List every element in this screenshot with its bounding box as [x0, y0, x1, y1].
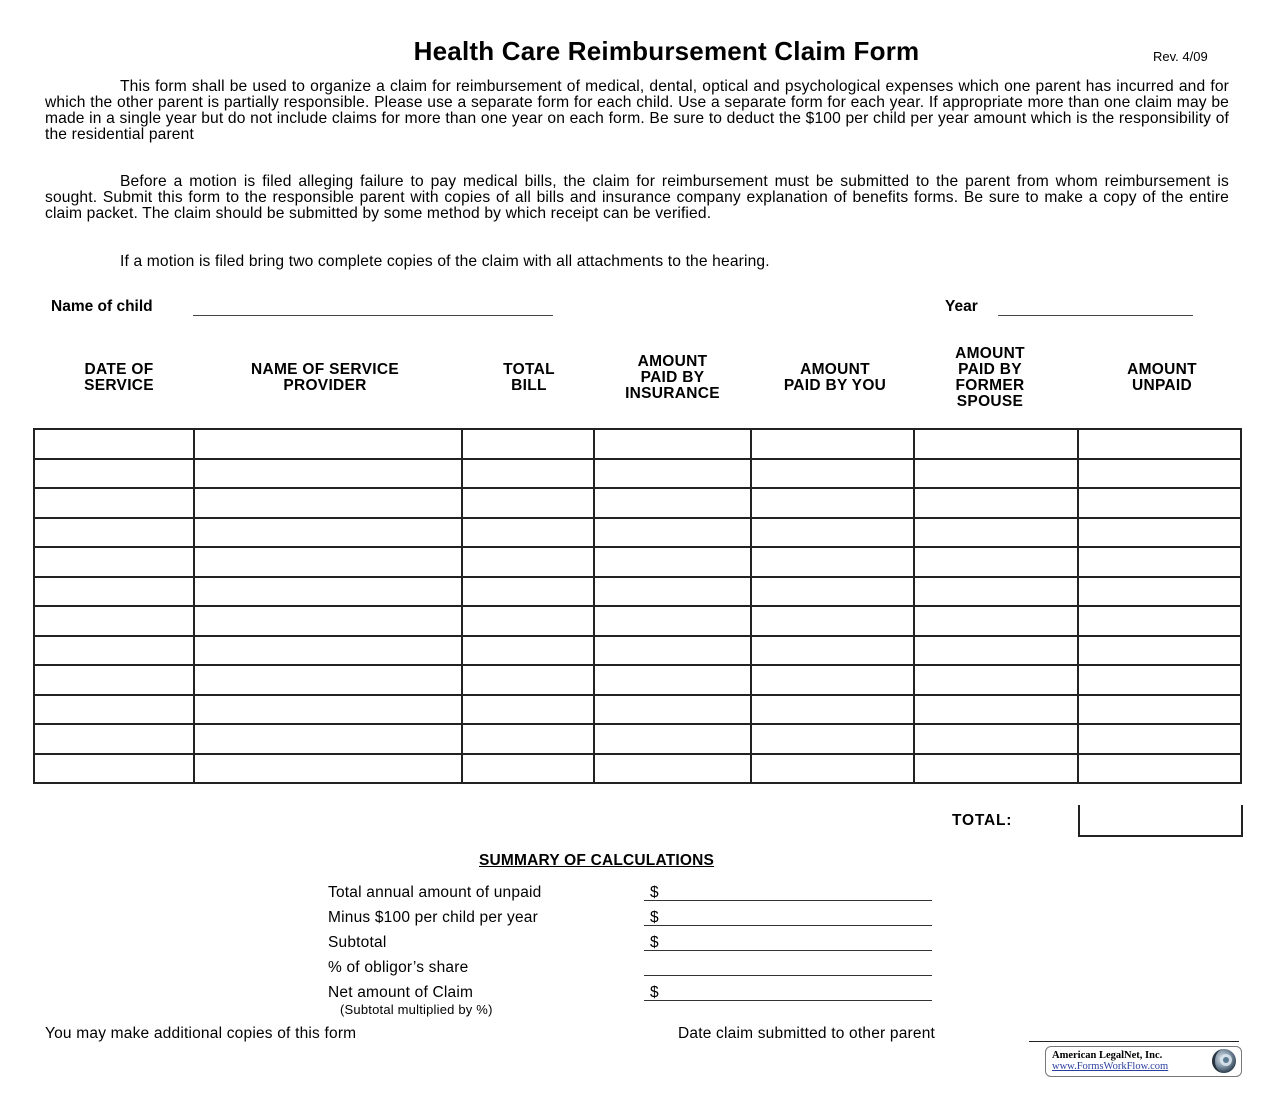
table-cell[interactable] — [914, 606, 1078, 636]
header-line: SERVICE — [84, 377, 154, 394]
table-cell[interactable] — [914, 518, 1078, 548]
table-cell[interactable] — [751, 724, 914, 754]
table-row — [34, 547, 1241, 577]
table-cell[interactable] — [1078, 606, 1241, 636]
table-row — [34, 724, 1241, 754]
table-cell[interactable] — [1078, 636, 1241, 666]
table-cell[interactable] — [914, 695, 1078, 725]
instructions-text-2: Before a motion is filed alleging failure to pay medical bills, the claim for reimbursement must be submitted to the parent from whom reimbursement is sought. Submit this form to the responsible parent with copies of all bills and insurance company explanation of benefits forms. Be sure to make a copy of the entire claim packet. The claim should be submitted by some method by which receipt can be verified. — [45, 173, 1229, 222]
table-cell[interactable] — [194, 577, 462, 607]
table-cell[interactable] — [914, 636, 1078, 666]
date-submitted-field[interactable] — [1029, 1027, 1239, 1042]
table-cell[interactable] — [751, 518, 914, 548]
child-name-field[interactable] — [193, 301, 553, 316]
summary-value — [659, 934, 665, 951]
summary-field-subtotal[interactable] — [644, 934, 932, 951]
summary-field-net-claim[interactable] — [644, 984, 932, 1001]
dollar-sign: $ — [650, 984, 659, 1001]
copies-note: You may make additional copies of this form — [45, 1025, 357, 1042]
dollar-sign: $ — [650, 884, 659, 901]
table-row — [34, 459, 1241, 489]
header-line: BILL — [511, 377, 547, 394]
table-cell[interactable] — [751, 547, 914, 577]
table-cell[interactable] — [751, 459, 914, 489]
instructions-text-3: If a motion is filed bring two complete copies of the claim with all attachments to the hearing. — [120, 253, 770, 270]
table-row — [34, 577, 1241, 607]
table-cell[interactable] — [914, 429, 1078, 459]
globe-logo-icon — [1211, 1048, 1237, 1074]
table-cell[interactable] — [462, 459, 594, 489]
table-cell[interactable] — [34, 695, 194, 725]
header-line: FORMER — [955, 377, 1025, 394]
total-label: TOTAL: — [952, 812, 1013, 829]
table-cell[interactable] — [914, 547, 1078, 577]
table-cell[interactable] — [1078, 429, 1241, 459]
column-header-amount-unpaid — [1078, 362, 1246, 394]
table-cell[interactable] — [1078, 518, 1241, 548]
table-row — [34, 606, 1241, 636]
instructions-paragraph-2 — [45, 174, 1229, 222]
summary-label-total-unpaid: Total annual amount of unpaid — [328, 884, 542, 901]
summary-field-minus-100[interactable] — [644, 909, 932, 926]
table-cell[interactable] — [594, 429, 751, 459]
table-cell[interactable] — [34, 429, 194, 459]
table-cell[interactable] — [34, 577, 194, 607]
table-cell[interactable] — [194, 459, 462, 489]
column-header-paid-by-former-spouse — [914, 346, 1066, 410]
table-cell[interactable] — [462, 577, 594, 607]
table-cell[interactable] — [34, 754, 194, 784]
table-cell[interactable] — [751, 665, 914, 695]
table-cell[interactable] — [194, 606, 462, 636]
header-line: DATE OF — [84, 361, 154, 378]
total-amount-field[interactable] — [1078, 805, 1243, 837]
table-cell[interactable] — [914, 459, 1078, 489]
claims-table-body — [34, 429, 1241, 783]
table-cell[interactable] — [194, 724, 462, 754]
table-cell[interactable] — [751, 429, 914, 459]
summary-value — [644, 959, 650, 976]
summary-field-obligor-share[interactable] — [644, 959, 932, 976]
table-cell[interactable] — [462, 518, 594, 548]
table-row — [34, 695, 1241, 725]
table-row — [34, 754, 1241, 784]
table-cell[interactable] — [194, 488, 462, 518]
header-line: AMOUNT — [1127, 361, 1197, 378]
table-cell[interactable] — [594, 665, 751, 695]
table-cell[interactable] — [594, 606, 751, 636]
table-cell[interactable] — [462, 606, 594, 636]
summary-label-obligor-share: % of obligor’s share — [328, 959, 469, 976]
table-cell[interactable] — [34, 488, 194, 518]
table-cell[interactable] — [914, 577, 1078, 607]
table-cell[interactable] — [594, 488, 751, 518]
table-cell[interactable] — [462, 547, 594, 577]
header-line: AMOUNT — [637, 353, 708, 370]
table-cell[interactable] — [34, 636, 194, 666]
header-line: PAID BY — [958, 361, 1022, 378]
dollar-sign: $ — [650, 934, 659, 951]
dollar-sign: $ — [650, 909, 659, 926]
table-row — [34, 665, 1241, 695]
summary-field-total-unpaid[interactable] — [644, 884, 932, 901]
table-cell[interactable] — [462, 724, 594, 754]
date-submitted-label: Date claim submitted to other parent — [678, 1025, 936, 1042]
table-cell[interactable] — [194, 754, 462, 784]
table-cell[interactable] — [462, 429, 594, 459]
table-cell[interactable] — [34, 547, 194, 577]
header-line: PROVIDER — [283, 377, 367, 394]
summary-label-minus-100: Minus $100 per child per year — [328, 909, 538, 926]
table-cell[interactable] — [751, 488, 914, 518]
table-cell[interactable] — [1078, 754, 1241, 784]
publisher-link[interactable]: www.FormsWorkFlow.com — [1052, 1061, 1169, 1072]
page-title: Health Care Reimbursement Claim Form — [413, 36, 920, 66]
table-cell[interactable] — [751, 695, 914, 725]
table-cell[interactable] — [462, 695, 594, 725]
table-cell[interactable] — [462, 665, 594, 695]
revision-label: Rev. 4/09 — [1153, 49, 1208, 64]
year-label: Year — [945, 298, 978, 315]
table-row — [34, 429, 1241, 459]
table-cell[interactable] — [462, 488, 594, 518]
table-cell[interactable] — [462, 754, 594, 784]
table-cell[interactable] — [751, 606, 914, 636]
table-cell[interactable] — [594, 459, 751, 489]
table-row — [34, 636, 1241, 666]
table-cell[interactable] — [594, 636, 751, 666]
table-cell[interactable] — [594, 547, 751, 577]
instructions-paragraph-3 — [45, 254, 1229, 270]
table-cell[interactable] — [194, 518, 462, 548]
publisher-name: American LegalNet, Inc. — [1052, 1050, 1163, 1061]
table-row — [34, 488, 1241, 518]
table-cell[interactable] — [914, 724, 1078, 754]
table-cell[interactable] — [34, 665, 194, 695]
header-line: NAME OF SERVICE — [250, 361, 400, 378]
header-line: PAID BY — [640, 369, 705, 386]
table-cell[interactable] — [594, 577, 751, 607]
summary-note-net-claim: (Subtotal multiplied by %) — [340, 1002, 493, 1017]
summary-value — [659, 984, 665, 1001]
header-line: UNPAID — [1131, 377, 1193, 394]
table-cell[interactable] — [34, 459, 194, 489]
instructions-text-1: This form shall be used to organize a claim for reimbursement of medical, dental, optical and psychological expenses which one parent has incurred and for which the other parent is partially responsible. Please use a separate form for each child. Use a separate form for each year. If appropriate more than one claim may be made in a single year but do not include claims for more than one year on each form. Be sure to deduct the $100 per child per year amount which is the responsibility of the residential parent — [45, 78, 1229, 143]
header-line: SPOUSE — [956, 393, 1024, 410]
table-cell[interactable] — [1078, 665, 1241, 695]
instructions-paragraph-1 — [45, 79, 1229, 143]
table-cell[interactable] — [594, 754, 751, 784]
column-header-service-provider — [194, 362, 456, 394]
table-cell[interactable] — [34, 724, 194, 754]
table-cell[interactable] — [194, 695, 462, 725]
column-header-paid-by-insurance — [594, 354, 751, 402]
table-cell[interactable] — [1078, 488, 1241, 518]
table-cell[interactable] — [34, 518, 194, 548]
child-name-label: Name of child — [51, 298, 153, 315]
table-cell[interactable] — [1078, 577, 1241, 607]
table-cell[interactable] — [34, 606, 194, 636]
table-cell[interactable] — [751, 577, 914, 607]
table-cell[interactable] — [194, 547, 462, 577]
table-cell[interactable] — [914, 754, 1078, 784]
table-cell[interactable] — [594, 695, 751, 725]
table-cell[interactable] — [1078, 724, 1241, 754]
claims-table — [33, 428, 1242, 784]
year-field[interactable] — [998, 301, 1193, 316]
column-header-date-of-service — [34, 362, 204, 394]
table-cell[interactable] — [194, 636, 462, 666]
header-line: AMOUNT — [955, 345, 1025, 362]
header-line: TOTAL — [503, 361, 555, 378]
summary-title: SUMMARY OF CALCULATIONS — [479, 852, 715, 869]
header-line: PAID BY YOU — [783, 377, 887, 394]
table-cell[interactable] — [751, 754, 914, 784]
header-line: AMOUNT — [800, 361, 870, 378]
table-cell[interactable] — [1078, 547, 1241, 577]
table-cell[interactable] — [1078, 459, 1241, 489]
summary-label-net-claim: Net amount of Claim — [328, 984, 474, 1001]
table-cell[interactable] — [462, 636, 594, 666]
column-header-paid-by-you — [751, 362, 919, 394]
publisher-badge[interactable] — [1045, 1046, 1242, 1077]
table-cell[interactable] — [751, 636, 914, 666]
table-cell[interactable] — [194, 429, 462, 459]
table-cell[interactable] — [594, 518, 751, 548]
table-row — [34, 518, 1241, 548]
table-cell[interactable] — [594, 724, 751, 754]
header-line: INSURANCE — [625, 385, 720, 402]
table-cell[interactable] — [1078, 695, 1241, 725]
table-cell[interactable] — [914, 488, 1078, 518]
summary-value — [659, 909, 665, 926]
column-header-total-bill — [462, 362, 596, 394]
summary-value — [659, 884, 665, 901]
summary-label-subtotal: Subtotal — [328, 934, 387, 951]
table-cell[interactable] — [914, 665, 1078, 695]
table-cell[interactable] — [194, 665, 462, 695]
